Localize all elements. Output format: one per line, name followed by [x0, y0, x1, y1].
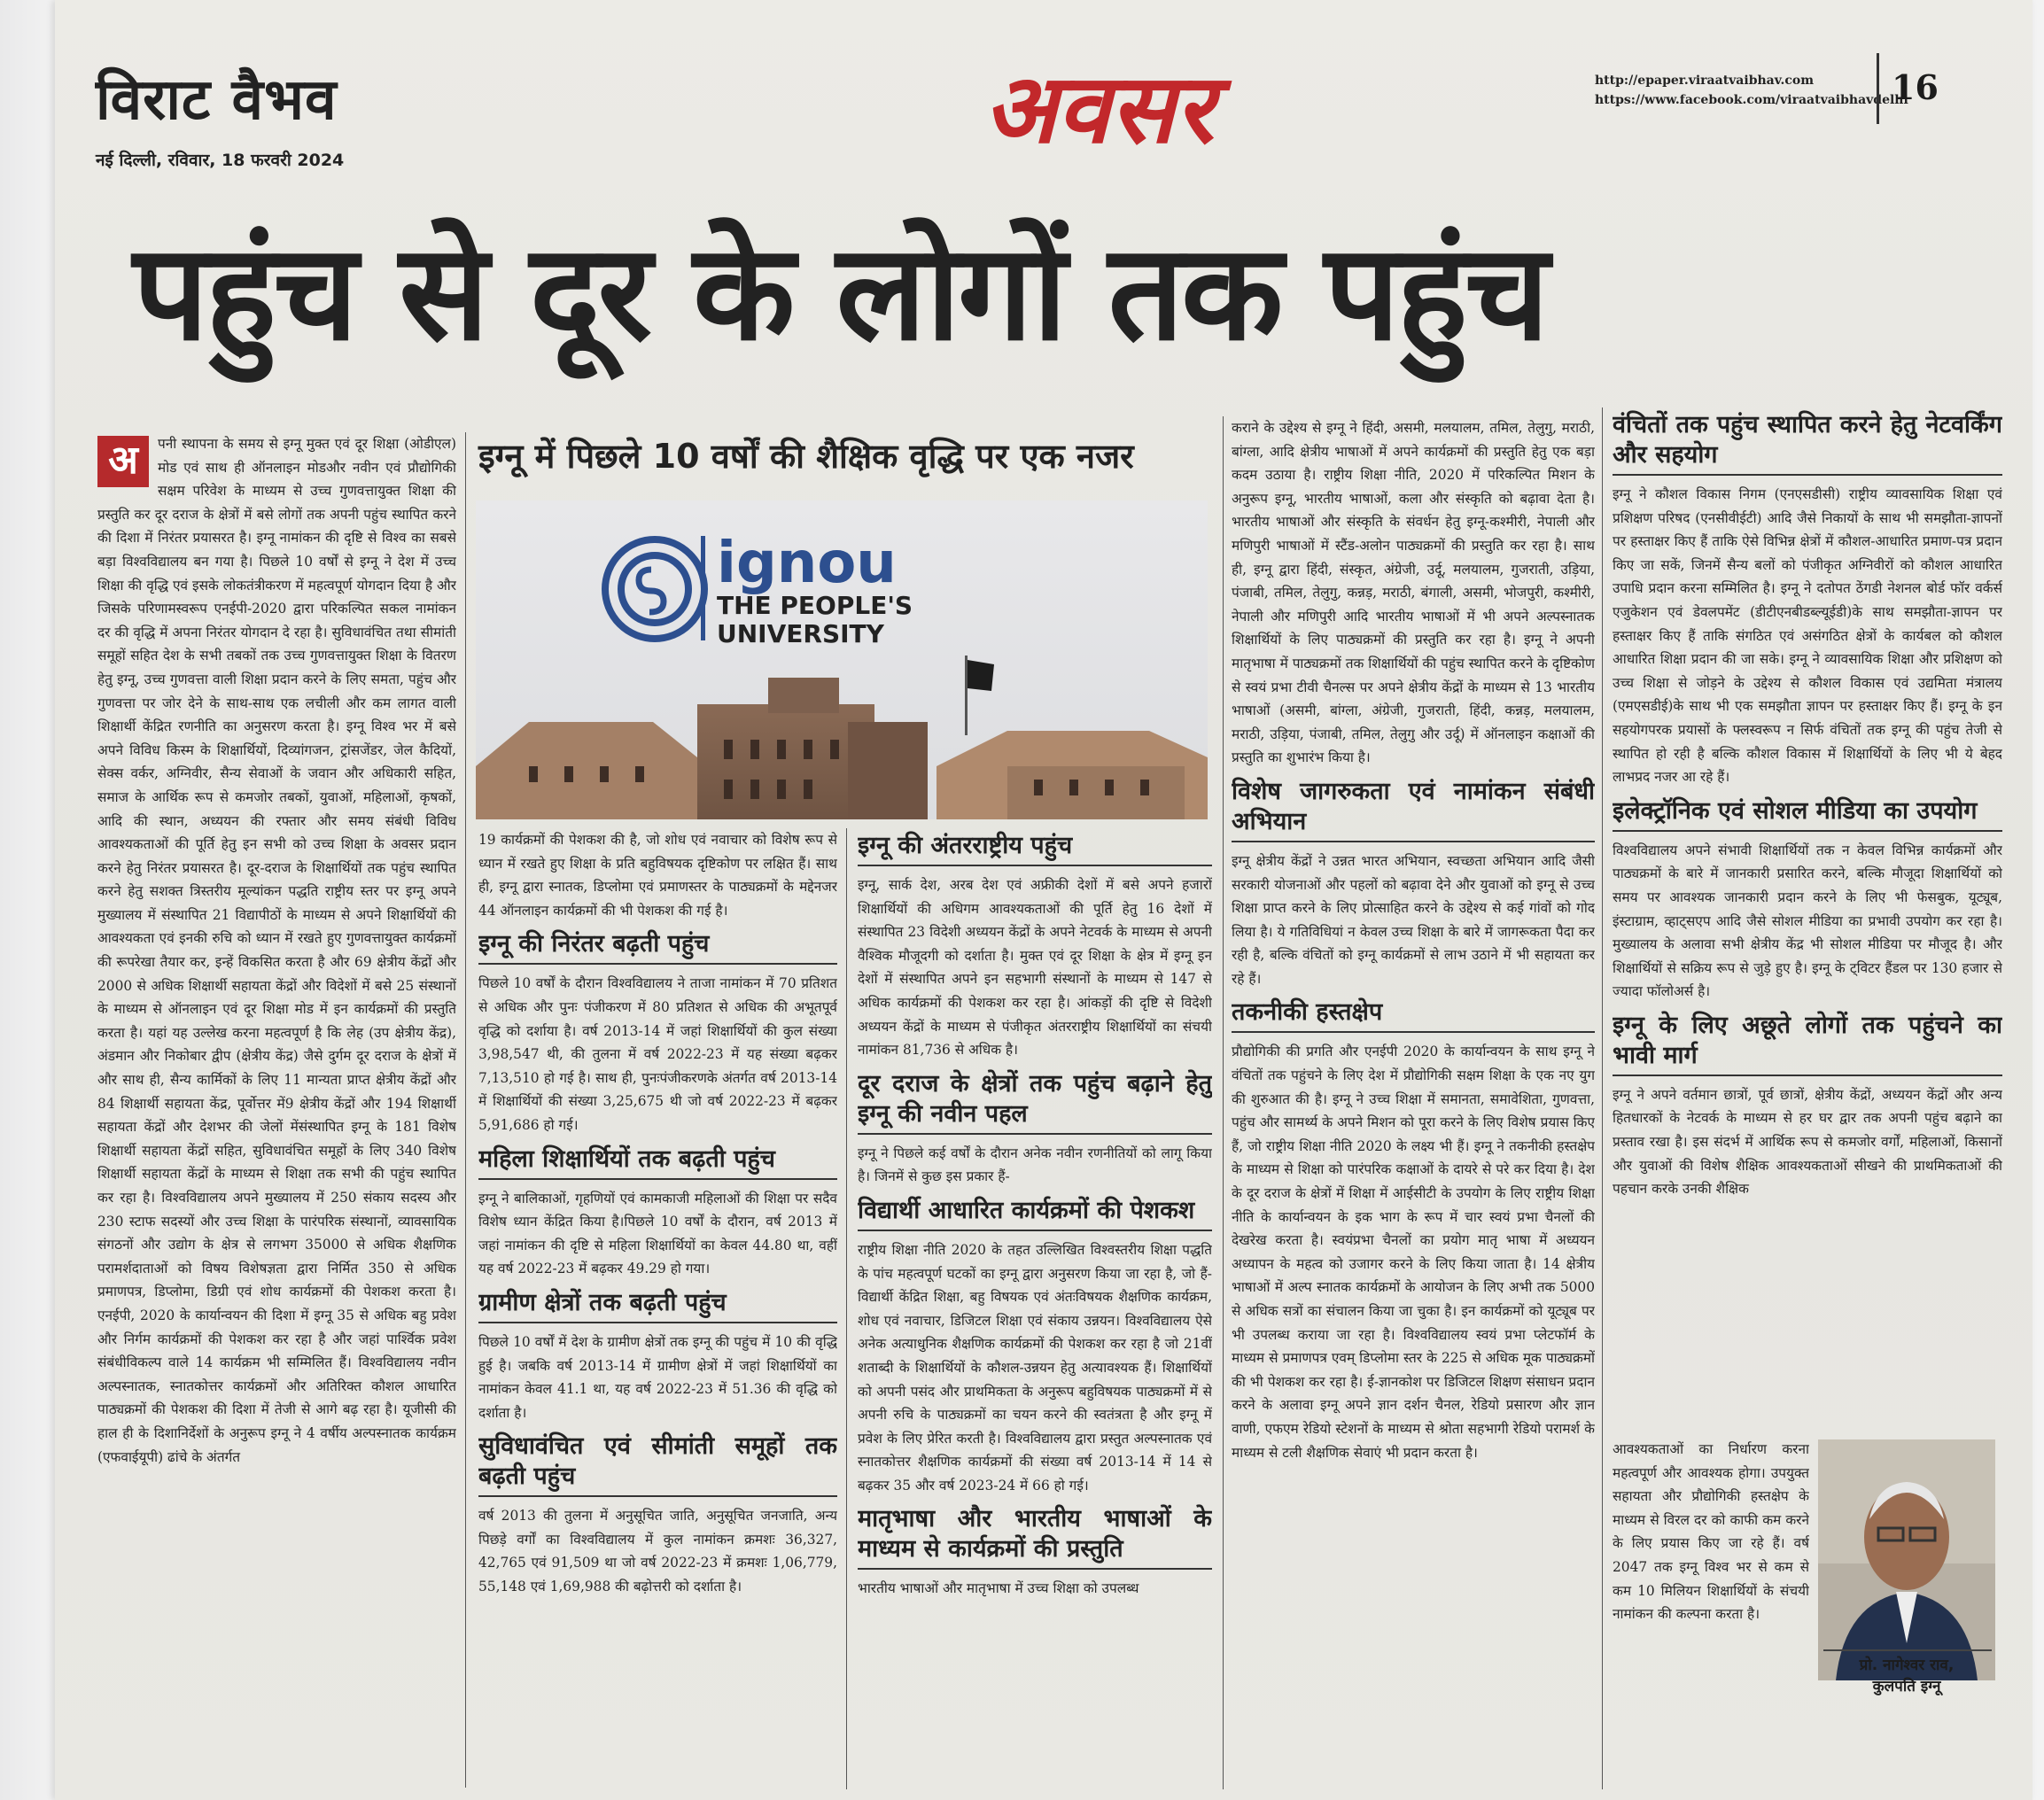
section-heading: तकनीकी हस्तक्षेप	[1232, 997, 1595, 1033]
facebook-url: https://www.facebook.com/viraatvaibhavdelhi	[1595, 93, 1908, 107]
drop-cap: अ	[97, 436, 149, 487]
section-body: प्रौद्योगिकी की प्रगति और एनईपी 2020 के कार्यान्वयन के साथ इग्नू ने वंचितों तक पहुंचने के लिए देश में प्रौद्योगिकी सक्षम शिक्षा के एक नए युग की शुरुआत की है। इग्नू ने उच्च शिक्षा में समानता, समावेशिता, गुणवत्ता, पहुंच और सामर्थ्य के अपने मिशन को पूरा करने के लिए विशेष प्रयास किए हैं, जो राष्ट्रीय शिक्षा नीति 2020 के लक्ष्य भी हैं। इग्नू ने तकनीकी हस्तक्षेप के माध्यम से शिक्षा को पारंपरिक कक्षाओं के दायरे से परे कर दिया है। देश के दूर दराज के क्षेत्रों में शिक्षा में आईसीटी के उपयोग के लिए राष्ट्रीय शिक्षा नीति के कार्यान्वयन के इक भाग के रूप में चार स्वयं प्रभा चैनलों की देखरेख करता है। स्वयंप्रभा चैनलों का प्रयोग मातृ भाषा में अध्ययन अध्यापन के महत्व को उजागर करने के लिए किया जाता है। 14 क्षेत्रीय भाषाओं में अल्प स्नातक कार्यक्रमों के आयोजन के लिए अभी तक 5000 से अधिक सत्रों का संचालन किया जा चुका है। इन कार्यक्रमों को यूट्यूब पर भी उपलब्ध कराया जा रहा है। विश्वविद्यालय स्वयं प्रभा प्लेटफॉर्म के माध्यम से प्रमाणपत्र एवम् डिप्लोमा स्तर के 225 से अधिक मूक पाठ्यक्रमों की भी पेशकश कर रहा है। ई-ज्ञानकोश पर डिजिटल शिक्षण संसाधन प्रदान करने के अलावा इग्नू अपने ज्ञान दर्शन चैनल, रेडियो प्रसारण और ज्ञान वाणी, एफएम रेडियो स्टेशनों के माध्यम से श्रोता सहभागी रेडियो परामर्श के माध्यम से टली शैक्षणिक सेवाएं भी प्रदान करता है।	[1232, 1044, 1595, 1461]
portrait-caption	[1827, 1655, 1986, 1697]
column-1-text: पनी स्थापना के समय से इग्नू मुक्त एवं दूर शिक्षा (ओडीएल) मोड एवं साथ ही ऑनलाइन मोडऔर नवीन एवं प्रौद्योगिकी सक्षम परिवेश के माध्यम से उच्च गुणवत्तायुक्त शिक्षा की प्रस्तुति कर दूर दराज के क्षेत्रों में बसे लोगों तक अपनी पहुंच स्थापित करने की दिशा में निरंतर प्रयासरत है। इग्नू नामांकन की दृष्टि से विश्व का सबसे बड़ा विश्वविद्यालय बन गया है। पिछले 10 वर्षों से इग्नू ने देश में उच्च शिक्षा की वृद्धि एवं इसके लोकतंत्रीकरण में महत्वपूर्ण योगदान दिया है और जिसके परिणामस्वरूप एनईपी-2020 द्वारा परिकल्पित सकल नामांकन दर की वृद्धि में अपना निरंतर योगदान दे रहा है। सुविधावंचित तथा सीमांती समूहों सहित देश के सभी तबकों तक उच्च गुणवत्तायुक्त शिक्षा के वितरण हेतु इग्नू, उच्च गुणवत्ता वाली शिक्षा प्रदान करने के लिए समता, पहुंच और गुणवत्ता पर जोर देने के साथ-साथ एक लचीली और कम लागत वाली शिक्षार्थी केंद्रित रणनीति का अनुसरण करता है। इग्नू विश्व भर में बसे अपने विविध किस्म के शिक्षार्थियों, दिव्यांगजन, ट्रांसजेंडर, जेल कैदियों, सेक्स वर्कर, अग्निवीर, सैन्य सेवाओं के जवान और अधिकारी सहित, समाज के आर्थिक रूप से कमजोर तबकों, युवाओं, महिलाओं, कृषकों, आदि की स्थान, अध्ययन की रफ्तार और समय संबंधी विविध आवश्यकताओं की पूर्ति हेतु इन सभी को उच्च शिक्षा के अवसर प्रदान करने हेतु निरंतर प्रयासरत है। दूर-दराज के शिक्षार्थियों तक पहुंच स्थापित करने हेतु सशक्त त्रिस्तरीय मूल्यांकन पद्धति राष्ट्रीय स्तर पर इग्नू अपने मुख्यालय में संस्थापित 21 विद्यापीठों के माध्यम से अपने शिक्षार्थियों की आवश्यकता एवं इनकी रुचि को ध्यान में रखते हुए गुणवत्तायुक्त कार्यक्रमों की रूपरेखा तैयार कर, इन्हें विकसित करता है और 69 क्षेत्रीय केंद्रों और 2000 से अधिक शिक्षार्थी सहायता केंद्रों और विदेशों में बसे 25 संस्थानों के माध्यम से ऑनलाइन एवं दूर शिक्षा मोड में इन कार्यक्रमों की प्रस्तुति करता है। यहां यह उल्लेख करना महत्वपूर्ण है कि लेह (उप क्षेत्रीय केंद्र), अंडमान और निकोबार द्वीप (क्षेत्रीय केंद्र) जैसे दुर्गम दूर दराज के क्षेत्रों में और साथ ही, सैन्य कार्मिकों के लिए 11 मान्यता प्राप्त क्षेत्रीय केंद्रों और 84 शिक्षार्थी सहायता केंद्र, पूर्वोत्तर में9 क्षेत्रीय केंद्रों और 194 शिक्षार्थी सहायता केंद्रों और देशभर की जेलों मेंसंस्थापित इग्नू के 181 विशेष शिक्षार्थी सहायता केंद्रों सहित, सुविधावंचित समूहों के लिए 340 विशेष शिक्षार्थी सहायता केंद्रों के माध्यम से शिक्षा तक सभी की पहुंच स्थापित कर रहा है। विश्वविद्यालय अपने मुख्यालय में 250 संकाय सदस्य और 230 स्टाफ सदस्यों और उच्च शिक्षा के पारंपरिक संस्थानों, व्यावसायिक संगठनों और उद्योग के क्षेत्र से लगभग 35000 से अधिक शैक्षणिक परामर्शदाताओं को विषय विशेषज्ञता द्वारा निर्मित 350 से अधिक प्रमाणपत्र, डिप्लोमा, डिग्री एवं शोध कार्यक्रमों की पेशकश करता है। एनईपी, 2020 के कार्यान्वयन की दिशा में इग्नू 35 से अधिक बहु प्रवेश और निर्गम कार्यक्रमों की पेशकश कर रहा है और जहां पार्श्विक प्रवेश संबंधीविकल्प वाले 14 कार्यक्रम भी सम्मिलित हैं। विश्वविद्यालय नवीन अल्पस्नातक, स्नातकोत्तर कार्यक्रमों और अतिरिक्त कौशल आधारित पाठ्यक्रमों की पेशकश की दिशा में तेजी से आगे बढ़ रहा है। यूजीसी की हाल ही के दिशानिर्देशों के अनुरूप इग्नू ने 4 वर्षीय अल्पस्नातक कार्यक्रम (एफवाईयूपी) ढांचे के अंतर्गत	[97, 436, 456, 1465]
section-heading: विशेष जागरुकता एवं नामांकन संबंधी अभियान	[1232, 777, 1595, 842]
section-heading: सुविधावंचित एवं सीमांती समूहों तक बढ़ती पहुंच	[478, 1431, 837, 1497]
newspaper-name: विराट वैभव	[96, 67, 338, 133]
column-3	[858, 824, 1212, 1789]
section-heading: ग्रामीण क्षेत्रों तक बढ़ती पहुंच	[478, 1288, 837, 1323]
subheadline: इग्नू में पिछले 10 वर्षों की शैक्षिक वृद्धि पर एक नजर	[478, 437, 1134, 476]
ignou-photo-graphic	[476, 500, 1208, 819]
section-heading: इलेक्ट्रॉनिक एवं सोशल मीडिया का उपयोग	[1613, 796, 2002, 832]
ignou-tagline-1: THE PEOPLE'S	[717, 591, 913, 620]
section-body: कराने के उद्देश्य से इग्नू ने हिंदी, असमी, मलयालम, तमिल, तेलुगु, मराठी, बांग्ला, आदि क्षेत्रीय भाषाओं में अपने कार्यक्रमों की प्रस्तुति हेतु एक बड़ा कदम उठाया है। राष्ट्रीय शिक्षा नीति, 2020 में परिकल्पित मिशन के अनुरूप इग्नू, भारतीय भाषाओं, कला और संस्कृति को बढ़ावा देता है। भारतीय भाषाओं और संस्कृति के संवर्धन हेतु इग्नू-कश्मीरी, नेपाली और मणिपुरी भाषाओं में स्टैंड-अलोन पाठ्यक्रमों की प्रस्तुति कर रहा है। साथ ही, इग्नू द्वारा हिंदी, संस्कृत, अंग्रेजी, उर्दू, मलयालम, गुजराती, उड़िया, पंजाबी, तमिल, तेलुगु, कन्नड़, मराठी, बंगाली, असमी, भोजपुरी, कश्मीरी, नेपाली और मणिपुरी आदि भारतीय भाषाओं में भी अपने अल्पस्नातक शिक्षार्थियों के लिए पाठ्यक्रमों की प्रस्तुति कर रहा है। इग्नू ने अपनी मातृभाषा में पाठ्यक्रमों तक शिक्षार्थियों की पहुंच स्थापित करने के दृष्टिकोण से स्वयं प्रभा टीवी चैनल्स पर अपने क्षेत्रीय केंद्रों के माध्यम से 13 भारतीय भाषाओं (असमी, बांग्ला, अंग्रेजी, गुजराती, हिंदी, कन्नड़, मलयालम, मराठी, उड़िया, पंजाबी, तमिल, तेलुगु और उर्दू) में ऑनलाइन कक्षाओं की प्रस्तुति का शुभारंभ किया है।	[1232, 420, 1595, 766]
section-logo	[939, 46, 1258, 170]
ignou-tagline-2: UNIVERSITY	[717, 619, 884, 648]
section-body: आवश्यकताओं का निर्धारण करना महत्वपूर्ण और आवश्यक होगा। उपयुक्त सहायता और प्रौद्योगिकी हस्तक्षेप के माध्यम से विरल दर को काफी कम करने के लिए प्रयास किए जा रहे हैं। वर्ष 2047 तक इग्नू विश्व भर से कम से कम 10 मिलियन शिक्षार्थियों के संचयी नामांकन की कल्पना करता है।	[1613, 1441, 1809, 1623]
column-1	[97, 432, 456, 1788]
column-2	[478, 828, 837, 1789]
section-body: पिछले 10 वर्षों में देश के ग्रामीण क्षेत्रों तक इग्नू की पहुंच में 10 की वृद्धि हुई है। जबकि वर्ष 2013-14 में ग्रामीण क्षेत्रों में जहां शिक्षार्थियों का नामांकन केवल 41.1 था, यह वर्ष 2022-23 में 51.36 की वृद्धि को दर्शाता है।	[478, 1333, 837, 1421]
ignou-logo-text: ignou	[717, 531, 897, 596]
section-body: इग्नू, सार्क देश, अरब देश एवं अफ्रीकी देशों में बसे अपने हजारों शिक्षार्थियों की अधिगम आवश्यकताओं की पूर्ति हेतु 16 देशों में संस्थापित 23 विदेशी अध्ययन केंद्रों के अपने नेटवर्क के माध्यम से अपनी वैश्विक मौजूदगी को दर्शाता है। मुक्त एवं दूर शिक्षा के क्षेत्र में इग्नू इन देशों में संस्थापित अपने इन सहभागी संस्थानों के माध्यम से 147 से अधिक कार्यक्रमों की पेशकश कर रहा है। आंकड़ों की दृष्टि से विदेशी अध्ययन केंद्रों के माध्यम से पंजीकृत अंतरराष्ट्रीय शिक्षार्थियों का संचयी नामांकन 81,736 से अधिक है।	[858, 877, 1212, 1059]
section-heading: इग्नू के लिए अछूते लोगों तक पहुंचने का भावी मार्ग	[1613, 1011, 2002, 1076]
section-body: इग्नू ने बालिकाओं, गृहणियों एवं कामकाजी महिलाओं की शिक्षा पर सदैव विशेष ध्यान केंद्रित किया है।पिछले 10 वर्षों के दौरान, वर्ष 2013 में जहां नामांकन की दृष्टि से महिला शिक्षार्थियों का केवल 44.80 था, वहीं यह वर्ष 2022-23 में बढ़कर 49.29 हो गया।	[478, 1190, 837, 1277]
caption-divider	[1823, 1649, 1992, 1651]
section-heading: इग्नू की निरंतर बढ़ती पहुंच	[478, 929, 837, 965]
masthead-left	[96, 58, 344, 171]
section-heading: वंचितों तक पहुंच स्थापित करने हेतु नेटवर्किंग और सहयोग	[1613, 410, 2002, 476]
column-divider	[1223, 416, 1224, 1789]
section-body: विश्वविद्यालय अपने संभावी शिक्षार्थियों तक न केवल विभिन्न कार्यक्रमों और पाठ्यक्रमों के बारे में जानकारी प्रसारित करने, बल्कि मौजूदा शिक्षार्थियों को समय पर आवश्यक जानकारी प्रदान करने के लिए भी फेसबुक, यूट्यूब, इंस्टाग्राम, व्हाट्सएप आदि जैसे सोशल मीडिया का प्रभावी उपयोग कर रहा है। मुख्यालय के अलावा सभी क्षेत्रीय केंद्र भी सोशल मीडिया पर मौजूद है। और शिक्षार्थियों से सक्रिय रूप से जुड़े हुए है। इग्नू के ट्विटर हैंडल पर 130 हजार से ज्यादा फॉलोअर्स है।	[1613, 842, 2002, 1000]
section-heading: इग्नू की अंतरराष्ट्रीय पहुंच	[858, 831, 1212, 866]
ignou-building-photo	[476, 500, 1208, 819]
section-body: इग्नू क्षेत्रीय केंद्रों ने उन्नत भारत अभियान, स्वच्छता अभियान आदि जैसी सरकारी योजनाओं और पहलों को बढ़ावा देने और युवाओं को इग्नू से उच्च शिक्षा प्राप्त करने के लिए प्रोत्साहित करने के उद्देश्य से कई गांवों को गोद लिया है। ये गतिविधियां न केवल उच्च शिक्षा के बारे में जागरूकता पैदा कर रही है, बल्कि वंचितों को इग्नू कार्यक्रमों से लाभ उठाने में भी सहायता कर रहे हैं।	[1232, 852, 1595, 987]
main-headline: पहुंच से दूर के लोगों तक पहुंच	[133, 216, 1547, 370]
caption-name: प्रो. नागेश्वर राव,	[1859, 1656, 1955, 1674]
column-divider	[846, 828, 847, 1789]
column-5	[1613, 403, 2002, 1438]
section-heading: विद्यार्थी आधारित कार्यक्रमों की पेशकश	[858, 1196, 1212, 1231]
section-logo-text: अवसर	[983, 54, 1214, 165]
background-shade	[0, 0, 62, 1800]
caption-title: कुलपति इग्नू	[1872, 1678, 1941, 1695]
column-4	[1232, 416, 1595, 1789]
dateline: नई दिल्ली, रविवार, 18 फरवरी 2024	[96, 151, 345, 170]
masthead-links	[1595, 71, 1908, 110]
section-logo-graphic	[939, 46, 1258, 170]
column-divider	[465, 432, 466, 1788]
section-body: राष्ट्रीय शिक्षा नीति 2020 के तहत उल्लिखित विश्वस्तरीय शिक्षा पद्धति के पांच महत्वपूर्ण घटकों का इग्नू द्वारा अनुसरण किया जा रहा है, जो हैं- विद्यार्थी केंद्रित शिक्षा, बहु विषयक एवं अंतःविषयक शैक्षणिक कार्यक्रम, शोध एवं नवाचार, डिजिटल शिक्षा एवं संकाय उन्नयन। विश्वविद्यालय ऐसे अनेक अत्याधुनिक शैक्षणिक कार्यक्रमों की पेशकश कर रहा है जो 21वीं शताब्दी के शिक्षार्थियों के कौशल-उन्नयन हेतु अत्यावश्यक हैं। शिक्षार्थियों को अपनी पसंद और प्राथमिकता के अनुरूप बहुविषयक पाठ्यक्रमों में से अपनी रुचि के पाठ्यक्रमों का चयन करने की स्वतंत्रता है और इग्नू में प्रवेश के लिए प्रेरित करती है। विश्वविद्यालय द्वारा प्रस्तुत अल्पस्नातक एवं स्नातकोत्तर शैक्षणिक कार्यक्रमों की संख्या वर्ष 2013-14 में 14 से बढ़कर 35 और वर्ष 2023-24 में 66 हो गई।	[858, 1241, 1212, 1494]
epaper-url: http://epaper.viraatvaibhav.com	[1595, 74, 1815, 88]
vice-chancellor-portrait	[1818, 1439, 1995, 1680]
portrait-graphic	[1818, 1439, 1995, 1680]
column-2-intro: 19 कार्यक्रमों की पेशकश की है, जो शोध एवं नवाचार को विशेष रूप से ध्यान में रखते हुए शिक्षा के प्रति बहुविषयक दृष्टिकोण पर लक्षित हैं। साथ ही, इग्नू द्वारा स्नातक, डिप्लोमा एवं प्रमाणस्तर के पाठ्यक्रमों के मद्देनजर 44 ऑनलाइन कार्यक्रमों की भी पेशकश की गई है।	[478, 832, 837, 919]
section-heading: दूर दराज के क्षेत्रों तक पहुंच बढ़ाने हेतु इग्नू की नवीन पहल	[858, 1069, 1212, 1135]
section-body: वर्ष 2013 की तुलना में अनुसूचित जाति, अनुसूचित जनजाति, अन्य पिछड़े वर्गों का विश्वविद्यालय में कुल नामांकन क्रमशः 36,327, 42,765 एवं 91,509 था जो वर्ष 2022-23 में क्रमशः 1,06,779, 55,148 एवं 1,69,988 की बढ़ोत्तरी को दर्शाता है।	[478, 1508, 837, 1595]
column-5-wrap	[1613, 1438, 1809, 1788]
section-body: पिछले 10 वर्षों के दौरान विश्वविद्यालय ने ताजा नामांकन में 70 प्रतिशत से अधिक और पुनः पंजीकरण में 80 प्रतिशत से अधिक की अभूतपूर्व वृद्धि को दर्शाया है। वर्ष 2013-14 में जहां शिक्षार्थियों की कुल संख्या 3,98,547 थी, की तुलना में वर्ष 2022-23 में यह संख्या बढ़कर 7,13,510 हो गई है। साथ ही, पुनःपंजीकरणके अंतर्गत वर्ष 2013-14 में शिक्षार्थियों की संख्या 3,25,675 थी जो वर्ष 2022-23 में बढ़कर 5,91,686 हो गई।	[478, 975, 837, 1133]
section-heading: मातृभाषा और भारतीय भाषाओं के माध्यम से कार्यक्रमों की प्रस्तुति	[858, 1504, 1212, 1570]
section-body: इग्नू ने अपने वर्तमान छात्रों, पूर्व छात्रों, क्षेत्रीय केंद्रों, अध्ययन केंद्रों और अन्य हितधारकों के नेटवर्क के माध्यम से हर घर द्वार तक अपनी पहुंच बढ़ाने का प्रस्ताव रखा है। इस संदर्भ में आर्थिक रूप से कमजोर वर्गों, महिलाओं, किसानों और युवाओं की विशेष शैक्षिक आवश्यकताओं सीखने की प्राथमिकताओं की पहचान करके उनकी शैक्षिक	[1613, 1086, 2002, 1198]
section-body: इग्नू ने पिछले कई वर्षों के दौरान अनेक नवीन रणनीतियों को लागू किया है। जिनमें से कुछ इस प्रकार हैं-	[858, 1144, 1212, 1185]
page-number: 16	[1877, 53, 1939, 124]
section-body: इग्नू ने कौशल विकास निगम (एनएसडीसी) राष्ट्रीय व्यावसायिक शिक्षा एवं प्रशिक्षण परिषद (एनसीवीईटी) आदि जैसे निकायों के साथ भी समझौता-ज्ञापनों पर हस्ताक्षर किए हैं ताकि ऐसे विभिन्न क्षेत्रों में कौशल-आधारित प्रमाण-पत्र प्रदान किए जा सकें, जिनमें सैन्य बलों को पंजीकृत अग्निवीरों को कौशल आधारित उपाधि प्रदान करना सम्मिलित है। इग्नू ने दतोपत ठेंगडी नेशनल बोर्ड फॉर वर्कर्स एजुकेशन एवं डेवलपमेंट (डीटीएनबीडब्ल्यूईडी)के साथ समझौता-ज्ञापन पर हस्ताक्षर किए हैं ताकि संगठित एवं असंगठित क्षेत्रों के कार्यबल को कौशल आधारित शिक्षा प्रदान की जा सके। इग्नू ने व्यावसायिक शिक्षा और प्रशिक्षण को उच्च शिक्षा से जोड़ने के उद्देश्य से कौशल विकास एवं उद्यमिता मंत्रालय (एमएसडीई)के साथ भी एक समझौता ज्ञापन पर हस्ताक्षर किए हैं। इग्नू के इन सहयोगपरक प्रयासों के फ्लस्वरूप न सिर्फ वंचितों तक इग्नू की पहुंच तेजी से स्थापित हो रही है बल्कि कौशल विकास में शिक्षार्थियों के लिए भी ये बेहद लाभप्रद नजर आ रहे हैं।	[1613, 486, 2002, 786]
column-divider	[1602, 407, 1603, 1789]
section-heading: महिला शिक्षार्थियों तक बढ़ती पहुंच	[478, 1144, 837, 1180]
section-body: भारतीय भाषाओं और मातृभाषा में उच्च शिक्षा को उपलब्ध	[858, 1580, 1139, 1597]
